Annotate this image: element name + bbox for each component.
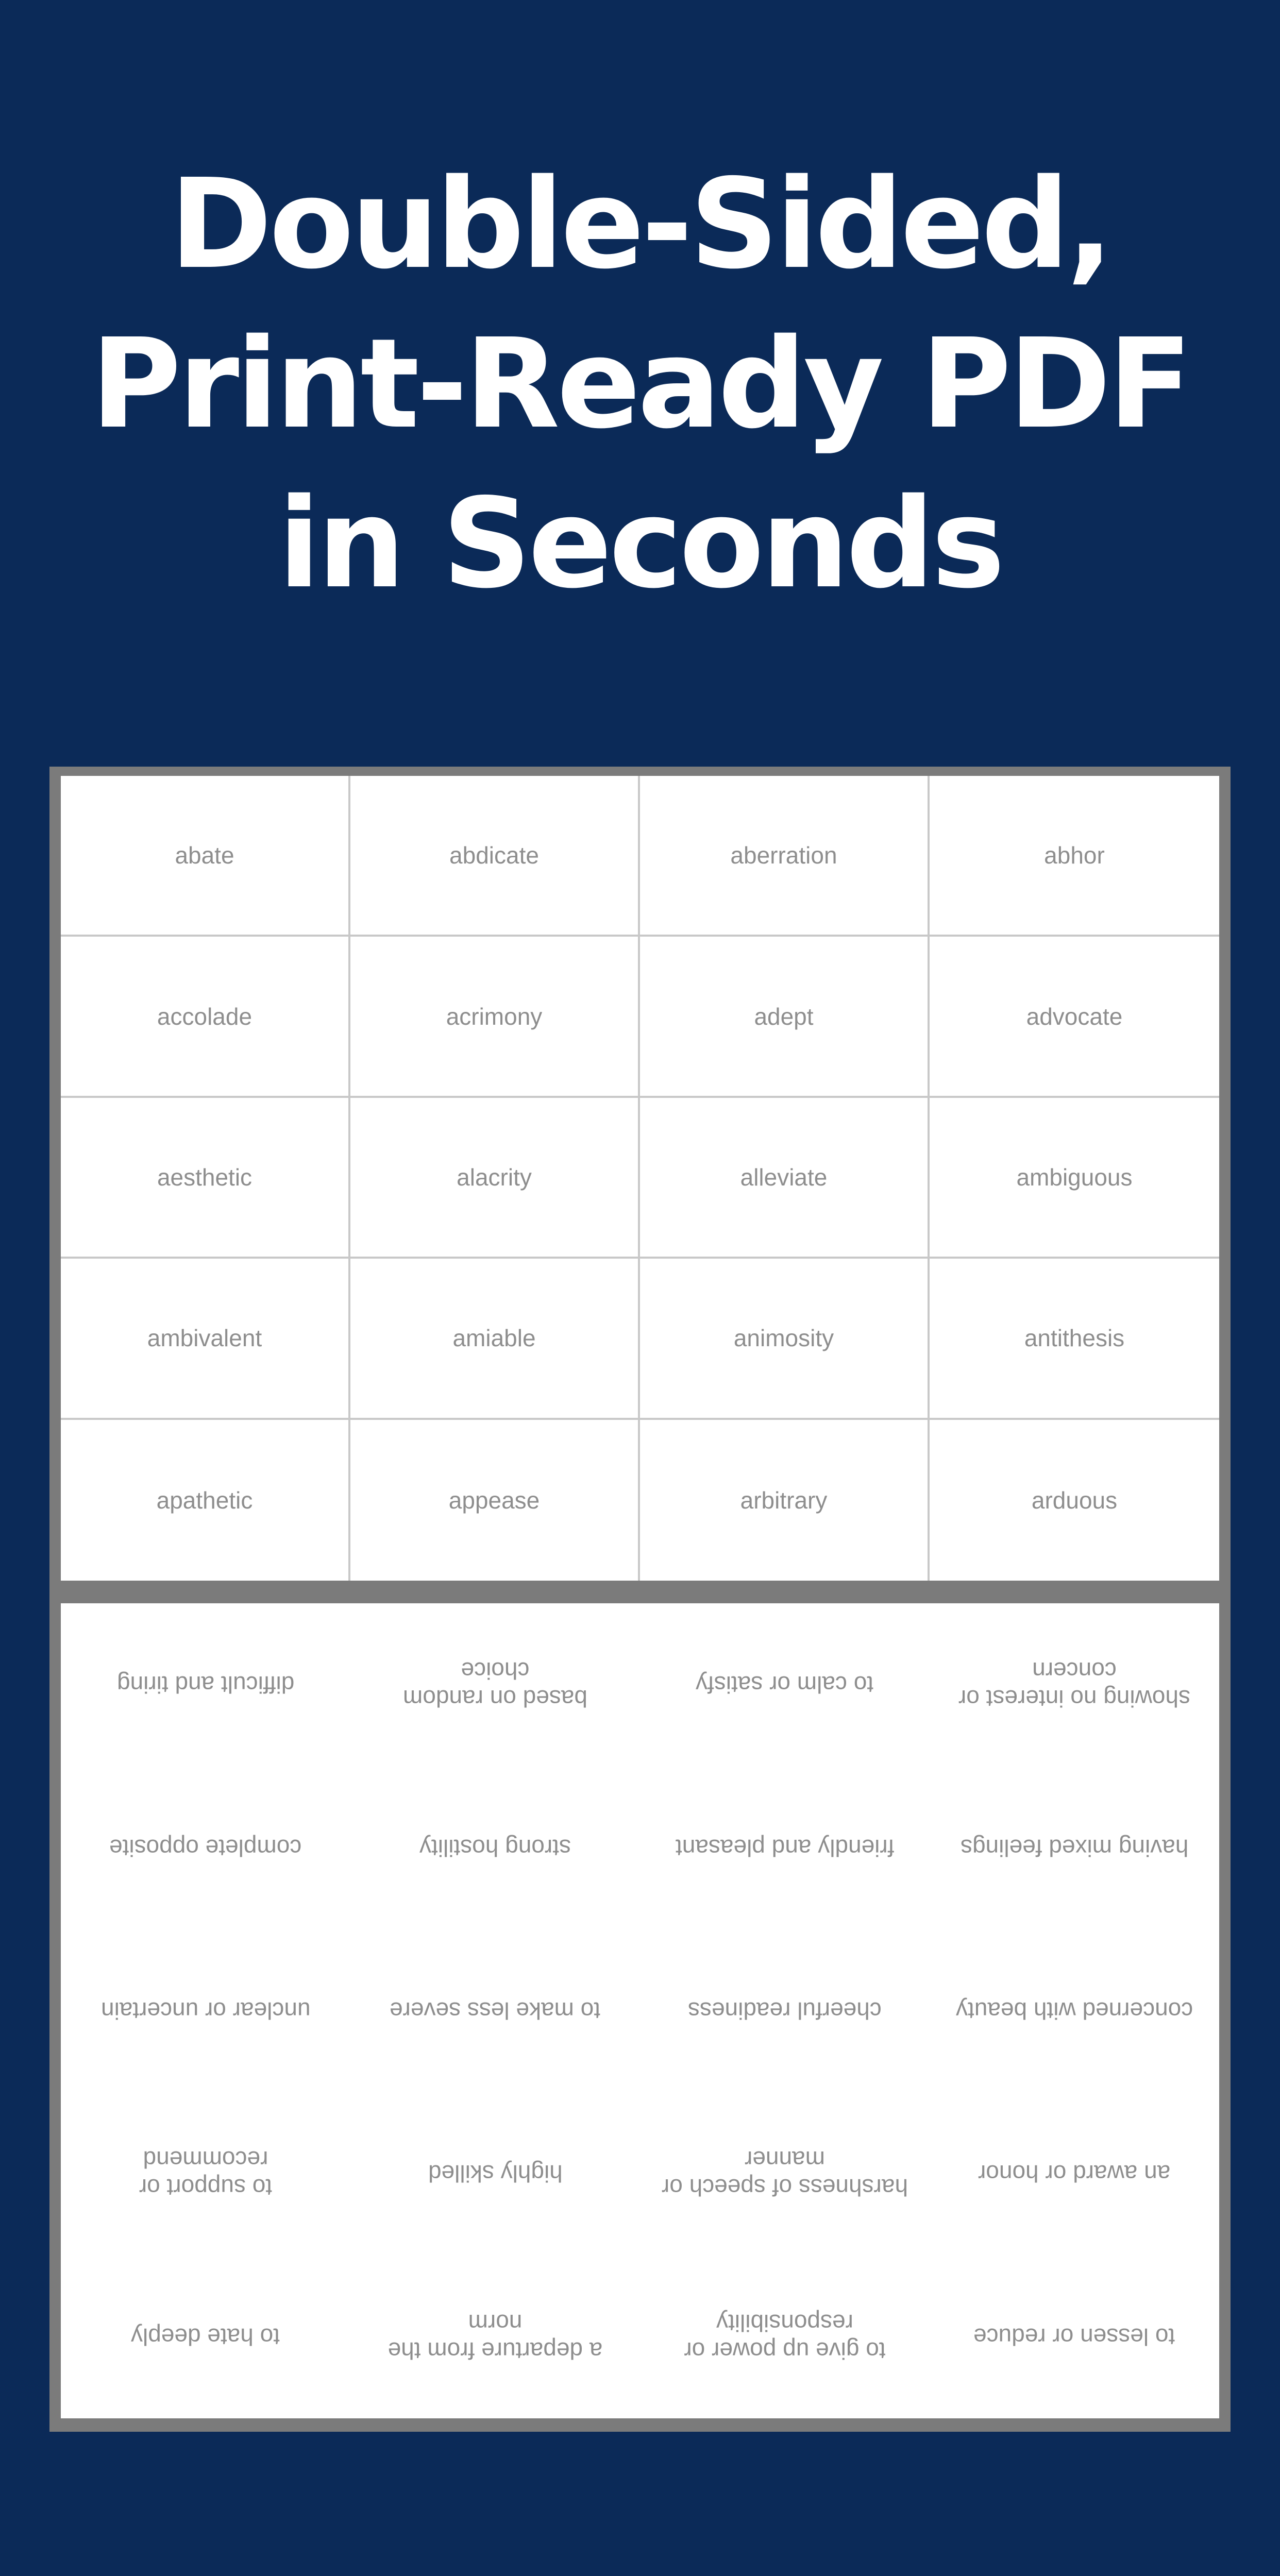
term-label: ambiguous: [1016, 1163, 1133, 1191]
headline-line-1: Double-Sided,: [169, 152, 1111, 296]
back-card: [61, 1603, 350, 1766]
back-card: [61, 1929, 350, 2092]
term-label: antithesis: [1024, 1325, 1125, 1352]
back-card: [640, 2092, 930, 2255]
term-label: accolade: [157, 1003, 252, 1030]
definition-label: an award or honor: [978, 2160, 1171, 2188]
definition-label: highly skilled: [428, 2160, 563, 2188]
back-card: [350, 1929, 640, 2092]
front-card: [61, 776, 350, 937]
term-label: adept: [754, 1003, 814, 1030]
term-label: animosity: [733, 1325, 834, 1352]
definition-label: to give up power or responsibility: [684, 2309, 886, 2364]
back-card: [350, 2092, 640, 2255]
flashcard-sheet-front: [49, 767, 1231, 1591]
definition-label: to hate deeply: [131, 2323, 280, 2350]
back-card: [640, 1929, 930, 2092]
definition-label: strong hostility: [419, 1834, 571, 1861]
front-card: [930, 1098, 1219, 1259]
back-card: [61, 2092, 350, 2255]
back-card: [350, 1603, 640, 1766]
definition-label: unclear or uncertain: [100, 1997, 311, 2024]
definition-label: difficult and tiring: [116, 1671, 295, 1699]
front-card: [640, 1259, 930, 1419]
front-card: [930, 776, 1219, 937]
term-label: alacrity: [457, 1163, 532, 1191]
front-card: [350, 1259, 640, 1419]
front-card: [350, 1098, 640, 1259]
back-card: [61, 2256, 350, 2418]
back-card: [930, 1929, 1219, 2092]
definition-label: harshness of speech or manner: [661, 2146, 908, 2201]
term-label: advocate: [1026, 1003, 1123, 1030]
definition-label: to make less severe: [390, 1997, 601, 2024]
term-label: apathetic: [156, 1486, 253, 1514]
term-label: arduous: [1031, 1486, 1118, 1514]
front-card: [640, 1098, 930, 1259]
term-label: abate: [175, 842, 234, 869]
front-card: [930, 1259, 1219, 1419]
front-card: [61, 1259, 350, 1419]
back-card: [350, 2256, 640, 2418]
definition-label: to lessen or reduce: [973, 2323, 1175, 2350]
back-card: [61, 1766, 350, 1929]
back-card: [640, 1766, 930, 1929]
term-label: abhor: [1044, 842, 1105, 869]
front-card: [350, 776, 640, 937]
front-card: [61, 937, 350, 1097]
headline-line-3: in Seconds: [278, 471, 1002, 616]
term-label: alleviate: [740, 1163, 828, 1191]
definition-label: concerned with beauty: [955, 1997, 1193, 2024]
definition-label: to calm or satisfy: [696, 1671, 874, 1699]
back-card: [930, 2092, 1219, 2255]
term-label: ambivalent: [147, 1325, 262, 1352]
back-card: [930, 2256, 1219, 2418]
term-label: acrimony: [446, 1003, 543, 1030]
definition-label: a departure from the norm: [388, 2309, 603, 2364]
front-card-grid: [61, 776, 1219, 1581]
front-card: [61, 1098, 350, 1259]
front-card: [640, 1420, 930, 1581]
term-label: appease: [448, 1486, 540, 1514]
headline-line-2: Print-Ready PDF: [90, 312, 1190, 456]
back-card: [350, 1766, 640, 1929]
front-card: [930, 937, 1219, 1097]
definition-label: complete opposite: [109, 1834, 302, 1861]
term-label: amiable: [452, 1325, 536, 1352]
definition-label: cheerful readiness: [688, 1997, 882, 2024]
definition-label: showing no interest or concern: [958, 1657, 1191, 1713]
definition-label: having mixed feelings: [960, 1834, 1189, 1861]
back-card: [640, 1603, 930, 1766]
definition-label: based on random choice: [402, 1657, 588, 1713]
term-label: aberration: [730, 842, 837, 869]
front-card: [640, 937, 930, 1097]
front-card: [350, 937, 640, 1097]
headline: [0, 144, 1280, 623]
back-card-grid: [61, 1603, 1219, 2418]
definition-label: friendly and pleasant: [675, 1834, 895, 1861]
back-card: [930, 1603, 1219, 1766]
front-card: [61, 1420, 350, 1581]
front-card: [930, 1420, 1219, 1581]
back-card: [930, 1766, 1219, 1929]
term-label: arbitrary: [740, 1486, 828, 1514]
back-card: [640, 2256, 930, 2418]
term-label: aesthetic: [157, 1163, 252, 1191]
definition-label: to support or recommend: [139, 2146, 273, 2201]
front-card: [350, 1420, 640, 1581]
flashcard-sheet-back: [49, 1591, 1231, 2432]
term-label: abdicate: [449, 842, 539, 869]
front-card: [640, 776, 930, 937]
